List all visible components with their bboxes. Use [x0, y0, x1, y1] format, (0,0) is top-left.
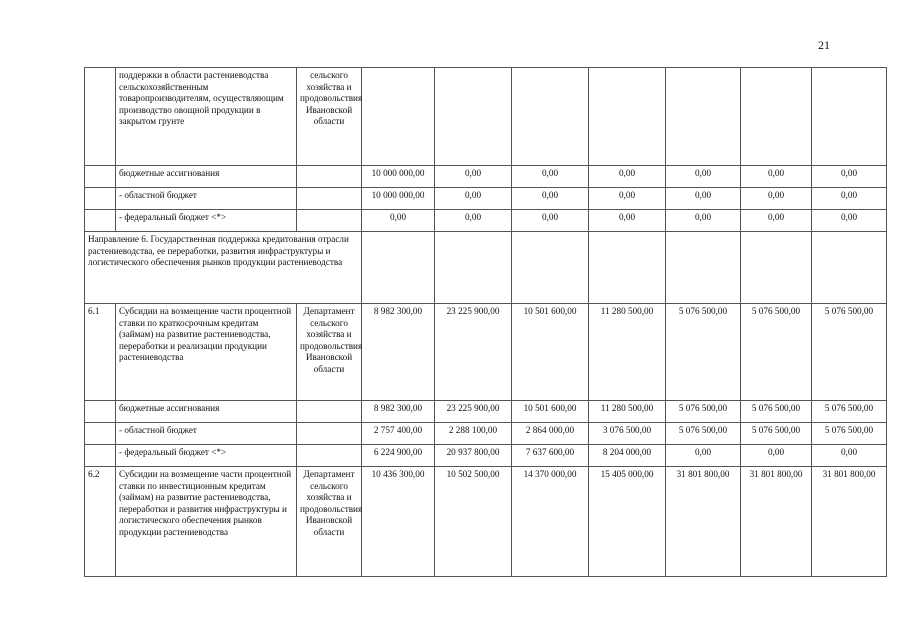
row-number	[85, 423, 116, 445]
page-number: 21	[818, 38, 830, 52]
value-cell: 0,00	[589, 166, 666, 188]
value-cell: 0,00	[741, 166, 812, 188]
value-cell	[512, 232, 589, 304]
direction-heading: Направление 6. Государственная поддержка кредитования отрасли растениеводства, ее переработки, развития инфраструктуры и логистического обеспечения рынков продукции растениеводства	[85, 232, 362, 304]
value-cell: 11 280 500,00	[589, 304, 666, 401]
value-cell: 2 757 400,00	[362, 423, 435, 445]
table-row	[85, 166, 887, 188]
value-cell: 10 000 000,00	[362, 166, 435, 188]
row-text: - федеральный бюджет <*>	[116, 445, 297, 467]
value-cell: 31 801 800,00	[741, 467, 812, 577]
value-cell: 0,00	[362, 210, 435, 232]
value-cell: 5 076 500,00	[812, 304, 887, 401]
value-cell: 5 076 500,00	[666, 401, 741, 423]
row-text: поддержки в области растениеводства сельскохозяйственным товаропроизводителям, осуществляющим производство овощной продукции в закрытом грунте	[116, 68, 297, 166]
value-cell: 23 225 900,00	[435, 304, 512, 401]
value-cell: 8 982 300,00	[362, 304, 435, 401]
value-cell	[435, 68, 512, 166]
responsible-org	[297, 166, 362, 188]
row-text: бюджетные ассигнования	[116, 401, 297, 423]
value-cell	[666, 68, 741, 166]
table-body	[85, 68, 887, 577]
responsible-org	[297, 188, 362, 210]
responsible-org	[297, 210, 362, 232]
row-text: - федеральный бюджет <*>	[116, 210, 297, 232]
row-text: Субсидии на возмещение части процентной ставки по инвестиционным кредитам (займам) на развитие растениеводства, переработки и развития инфраструктуры и логистического обеспечения рынков продукции растениеводства	[116, 467, 297, 577]
row-number	[85, 210, 116, 232]
row-number	[85, 166, 116, 188]
value-cell: 0,00	[741, 445, 812, 467]
row-number	[85, 401, 116, 423]
value-cell: 0,00	[435, 210, 512, 232]
row-text: - областной бюджет	[116, 188, 297, 210]
table-row	[85, 304, 887, 401]
responsible-org: Департамент сельского хозяйства и продовольствия Ивановской области	[297, 304, 362, 401]
table-row	[85, 445, 887, 467]
value-cell: 0,00	[512, 188, 589, 210]
value-cell: 5 076 500,00	[741, 423, 812, 445]
value-cell	[589, 232, 666, 304]
value-cell: 8 982 300,00	[362, 401, 435, 423]
table-row	[85, 423, 887, 445]
value-cell	[589, 68, 666, 166]
value-cell: 5 076 500,00	[812, 401, 887, 423]
value-cell: 14 370 000,00	[512, 467, 589, 577]
value-cell: 20 937 800,00	[435, 445, 512, 467]
value-cell	[362, 232, 435, 304]
value-cell: 7 637 600,00	[512, 445, 589, 467]
value-cell: 10 436 300,00	[362, 467, 435, 577]
value-cell: 5 076 500,00	[741, 304, 812, 401]
value-cell: 0,00	[812, 210, 887, 232]
value-cell: 0,00	[812, 166, 887, 188]
budget-table	[84, 67, 887, 577]
value-cell: 10 501 600,00	[512, 304, 589, 401]
table-row	[85, 210, 887, 232]
value-cell: 0,00	[741, 188, 812, 210]
value-cell	[741, 68, 812, 166]
value-cell: 2 864 000,00	[512, 423, 589, 445]
row-text: бюджетные ассигнования	[116, 166, 297, 188]
row-text: Субсидии на возмещение части процентной ставки по краткосрочным кредитам (займам) на развитие растениеводства, переработки и реализации продукции растениеводства	[116, 304, 297, 401]
responsible-org	[297, 401, 362, 423]
value-cell: 0,00	[812, 188, 887, 210]
value-cell: 0,00	[666, 166, 741, 188]
value-cell	[812, 68, 887, 166]
responsible-org: сельского хозяйства и продовольствия Ивановской области	[297, 68, 362, 166]
value-cell: 15 405 000,00	[589, 467, 666, 577]
value-cell: 0,00	[666, 188, 741, 210]
row-number	[85, 445, 116, 467]
value-cell: 5 076 500,00	[666, 304, 741, 401]
responsible-org	[297, 423, 362, 445]
value-cell: 0,00	[741, 210, 812, 232]
value-cell: 0,00	[666, 210, 741, 232]
value-cell	[741, 232, 812, 304]
table-row	[85, 401, 887, 423]
value-cell: 5 076 500,00	[741, 401, 812, 423]
row-number	[85, 68, 116, 166]
table-row	[85, 232, 887, 304]
value-cell: 0,00	[512, 210, 589, 232]
table-row	[85, 188, 887, 210]
value-cell	[812, 232, 887, 304]
value-cell: 10 502 500,00	[435, 467, 512, 577]
responsible-org	[297, 445, 362, 467]
value-cell: 5 076 500,00	[812, 423, 887, 445]
value-cell: 5 076 500,00	[666, 423, 741, 445]
row-number: 6.1	[85, 304, 116, 401]
row-number	[85, 188, 116, 210]
value-cell: 0,00	[589, 210, 666, 232]
row-number: 6.2	[85, 467, 116, 577]
value-cell: 3 076 500,00	[589, 423, 666, 445]
value-cell: 11 280 500,00	[589, 401, 666, 423]
value-cell	[666, 232, 741, 304]
value-cell: 8 204 000,00	[589, 445, 666, 467]
value-cell: 31 801 800,00	[666, 467, 741, 577]
value-cell	[435, 232, 512, 304]
value-cell: 6 224 900,00	[362, 445, 435, 467]
value-cell: 0,00	[589, 188, 666, 210]
table-row	[85, 68, 887, 166]
value-cell: 10 501 600,00	[512, 401, 589, 423]
value-cell	[512, 68, 589, 166]
value-cell: 0,00	[812, 445, 887, 467]
responsible-org: Департамент сельского хозяйства и продовольствия Ивановской области	[297, 467, 362, 577]
value-cell: 0,00	[435, 188, 512, 210]
value-cell: 31 801 800,00	[812, 467, 887, 577]
value-cell: 2 288 100,00	[435, 423, 512, 445]
value-cell: 0,00	[435, 166, 512, 188]
value-cell	[362, 68, 435, 166]
value-cell: 0,00	[666, 445, 741, 467]
value-cell: 10 000 000,00	[362, 188, 435, 210]
row-text: - областной бюджет	[116, 423, 297, 445]
value-cell: 23 225 900,00	[435, 401, 512, 423]
value-cell: 0,00	[512, 166, 589, 188]
table-row	[85, 467, 887, 577]
